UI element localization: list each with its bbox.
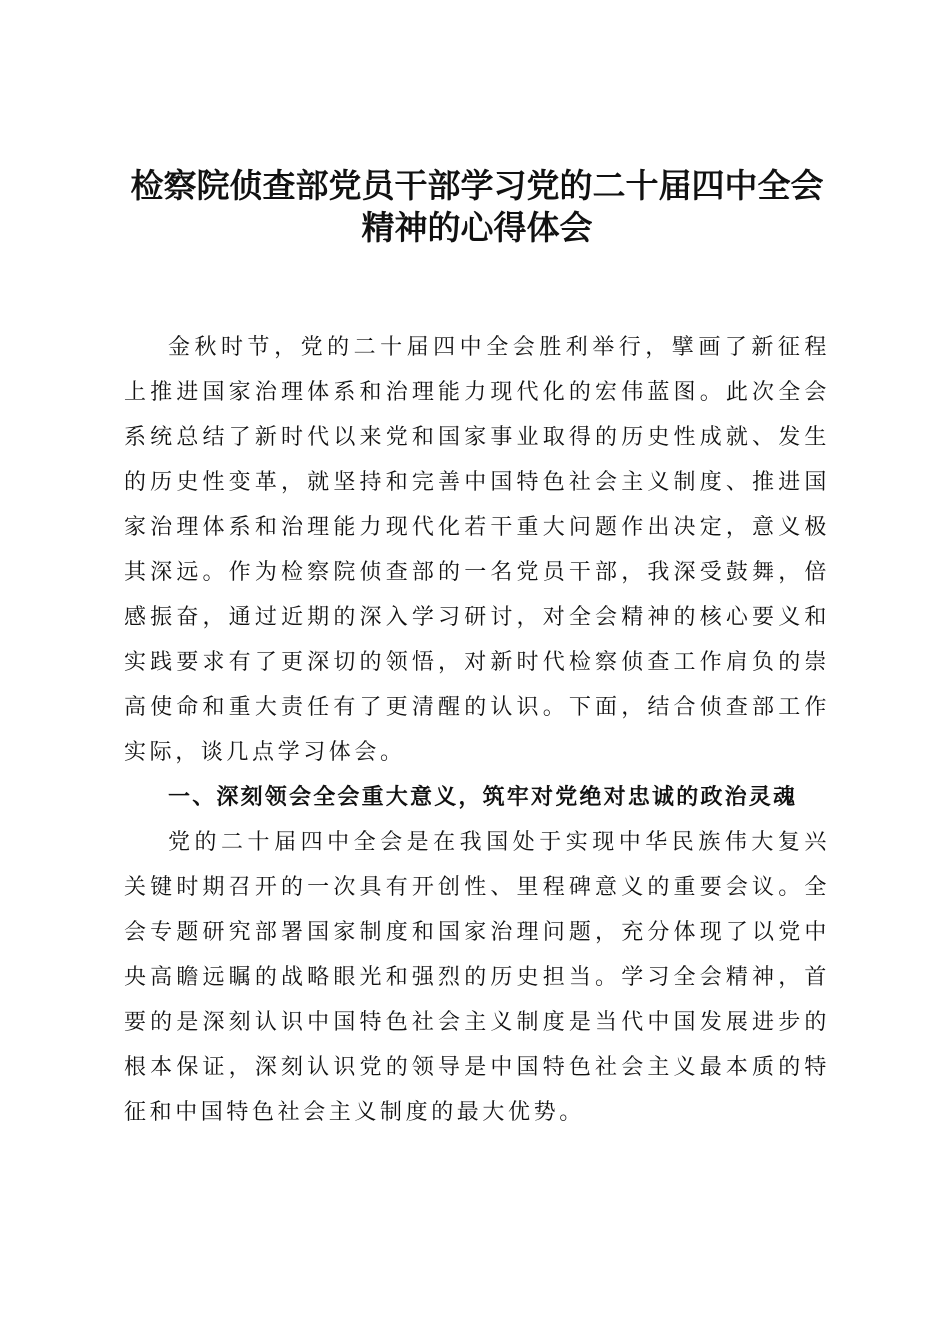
document-title: 检察院侦查部党员干部学习党的二十届四中全会精神的心得体会 <box>130 166 824 247</box>
document-page <box>124 165 830 1135</box>
intro-paragraph: 金秋时节，党的二十届四中全会胜利举行，擘画了新征程上推进国家治理体系和治理能力现代化的宏伟蓝图。此次全会系统总结了新时代以来党和国家事业取得的历史性成就、发生的历史性变革，就坚持和完善中国特色社会主义制度、推进国家治理体系和治理能力现代化若干重大问题作出决定，意义极其深远。作为检察院侦查部的一名党员干部，我深受鼓舞，倍感振奋，通过近期的深入学习研讨，对全会精神的核心要义和实践要求有了更深切的领悟，对新时代检察侦查工作肩负的崇高使命和重大责任有了更清醒的认识。下面，结合侦查部工作实际，谈几点学习体会。 <box>124 335 830 765</box>
section-heading-1: 一、深刻领会全会重大意义，筑牢对党绝对忠诚的政治灵魂 <box>168 785 798 810</box>
section-1-paragraph: 党的二十届四中全会是在我国处于实现中华民族伟大复兴关键时期召开的一次具有开创性、里程碑意义的重要会议。全会专题研究部署国家制度和国家治理问题，充分体现了以党中央高瞻远瞩的战略眼光和强烈的历史担当。学习全会精神，首要的是深刻认识中国特色社会主义制度是当代中国发展进步的根本保证，深刻认识党的领导是中国特色社会主义最本质的特征和中国特色社会主义制度的最大优势。 <box>124 830 830 1125</box>
document-body <box>124 325 830 1135</box>
